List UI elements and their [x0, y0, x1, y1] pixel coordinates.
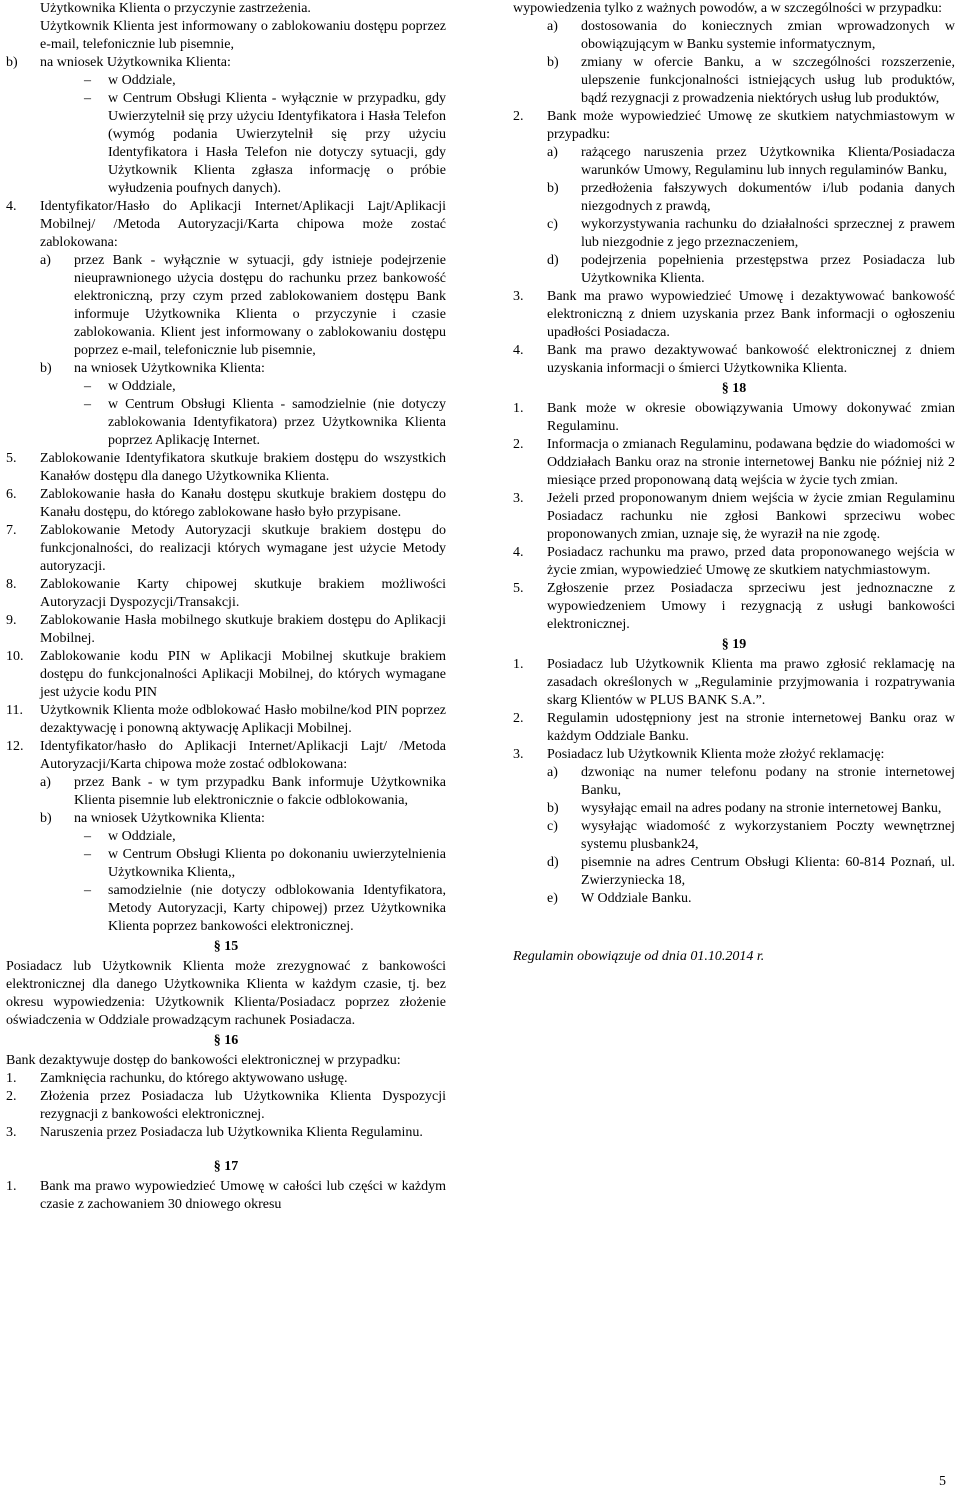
numbered-item: 8. Zablokowanie Karty chipowej skutkuje brakiem możliwości Autoryzacji Dyspozycji/Transakcji. — [6, 577, 446, 610]
numbered-item: 3. Posiadacz lub Użytkownik Klienta może złożyć reklamację: — [513, 747, 885, 762]
numbered-item: 7. Zablokowanie Metody Autoryzacji skutkuje brakiem dostępu do funkcjonalności, do realizacji których wymagane jest użycie Metody autoryzacji. — [6, 523, 446, 574]
dash-item: – w Oddziale, — [84, 73, 176, 88]
dash-item: – w Centrum Obsługi Klienta po dokonaniu uwierzytelnienia Użytkownika Klienta,, — [84, 847, 446, 880]
numbered-item: 10. Zablokowanie kodu PIN w Aplikacji Mobilnej skutkuje brakiem dostępu do funkcjonalności Aplikacji Mobilnej, do których wymagane jest użycie kodu PIN — [6, 649, 446, 700]
dash-item: – w Oddziale, — [84, 829, 176, 844]
list-item: a) dzwoniąc na numer telefonu podany na stronie internetowej Banku, — [547, 765, 955, 798]
list-item: b) na wniosek Użytkownika Klienta: — [40, 361, 265, 376]
spacer — [6, 1142, 446, 1156]
effective-date-note: Regulamin obowiązuje od dnia 01.10.2014 r. — [513, 949, 765, 964]
numbered-item: 11. Użytkownik Klienta może odblokować Hasło mobilne/kod PIN poprzez dezaktywację i ponowną aktywację Aplikacji Mobilnej. — [6, 703, 446, 736]
dash-item: – samodzielnie (nie dotyczy odblokowania Identyfikatora, Metody Autoryzacji, Karty chipowej) przez Użytkownika Klienta poprzez bankowości elektronicznej. — [84, 883, 446, 934]
left-column — [6, 0, 446, 1214]
numbered-item: 1. Bank ma prawo wypowiedzieć Umowę w całości lub części w każdym czasie z zachowaniem 30 dniowego okresu — [6, 1179, 446, 1212]
numbered-item: 1. Bank może w okresie obowiązywania Umowy dokonywać zmian Regulaminu. — [513, 401, 955, 434]
paragraph: Posiadacz lub Użytkownik Klienta może zrezygnować z bankowości elektronicznej dla danego Użytkownika Klienta w każdym czasie, tj. bez okresu wypowiedzenia: Użytkownik Klienta/Posiadacz poprzez złożenie oświadczenia w Oddziale prowadzącym rachunek Posiadacza. — [6, 959, 446, 1028]
paragraph: wypowiedzenia tylko z ważnych powodów, a w szczególności w przypadku: — [513, 1, 943, 16]
numbered-item: 1. Posiadacz lub Użytkownik Klienta ma prawo zgłosić reklamację na zasadach określonych w „Regulaminie przyjmowania i rozpatrywania skarg Klientów w PLUS BANK S.A.”. — [513, 657, 955, 708]
list-item: d) podejrzenia popełnienia przestępstwa przez Posiadacza lub Użytkownika Klienta. — [547, 253, 955, 286]
list-item: b) wysyłając email na adres podany na stronie internetowej Banku, — [547, 801, 942, 816]
dash-item: – w Centrum Obsługi Klienta - wyłącznie w przypadku, gdy Uwierzytelnił się przy użyciu Identyfikatora i Hasła Telefon (wymóg podania Uwierzytelnił się przy użyciu Identyfikatora i Hasła Telefon nie dotyczy sytuacji, gdy Użytkownik Klienta zgłasza informację o próbie wyłudzenia poufnych danych). — [84, 91, 446, 196]
list-item: c) wykorzystywania rachunku do działalności sprzecznej z prawem lub niezgodnie z jego przeznaczeniem, — [547, 217, 955, 250]
dash-item: – w Oddziale, — [84, 379, 176, 394]
right-column — [513, 0, 955, 966]
paragraph: Użytkownik Klienta jest informowany o zablokowaniu dostępu poprzez e-mail, telefonicznie lub pisemnie, — [40, 19, 446, 52]
paragraph: Użytkownika Klienta o przyczynie zastrzeżenia. — [40, 1, 311, 16]
numbered-item: 5. Zablokowanie Identyfikatora skutkuje brakiem dostępu do wszystkich Kanałów dostępu dla danego Użytkownika Klienta. — [6, 451, 446, 484]
section-heading: § 17 — [213, 1159, 239, 1174]
numbered-item: 5. Zgłoszenie przez Posiadacza sprzeciwu jest jednoznaczne z wypowiedzeniem Umowy i rezygnacją z usługi bankowości elektronicznej. — [513, 581, 955, 632]
numbered-item: 9. Zablokowanie Hasła mobilnego skutkuje brakiem dostępu do Aplikacji Mobilnej. — [6, 613, 446, 646]
numbered-item: 2. Złożenia przez Posiadacza lub Użytkownika Klienta Dyspozycji rezygnacji z bankowości elektronicznej. — [6, 1089, 446, 1122]
list-item: e) W Oddziale Banku. — [547, 891, 692, 906]
list-item: a) przez Bank - w tym przypadku Bank informuje Użytkownika Klienta pisemnie lub elektronicznie o fakcie odblokowania, — [40, 775, 446, 808]
paragraph: Bank dezaktywuje dostęp do bankowości elektronicznej w przypadku: — [6, 1053, 401, 1068]
numbered-item: 3. Bank ma prawo wypowiedzieć Umowę i dezaktywować bankowość elektroniczną z dniem uzyskania przez Bank informacji o ogłoszeniu upadłości Posiadacza. — [513, 289, 955, 340]
page-number: 5 — [939, 1474, 946, 1489]
numbered-item: 6. Zablokowanie hasła do Kanału dostępu skutkuje brakiem dostępu do Kanału dostępu, do którego zablokowane hasło było przypisane. — [6, 487, 446, 520]
section-heading: § 15 — [213, 939, 239, 954]
list-item: b) na wniosek Użytkownika Klienta: — [6, 55, 231, 70]
numbered-item: 2. Regulamin udostępniony jest na stronie internetowej Banku oraz w każdym Oddziale Banku. — [513, 711, 955, 744]
dash-item: – w Centrum Obsługi Klienta - samodzielnie (nie dotyczy zablokowania Identyfikatora) przez Użytkownika Klienta poprzez Aplikację Internet. — [84, 397, 446, 448]
numbered-item: 12. Identyfikator/hasło do Aplikacji Internet/Aplikacji Lajt/ /Metoda Autoryzacji/Karta chipowa może zostać odblokowana: — [6, 739, 446, 772]
list-item: b) zmiany w ofercie Banku, a w szczególności rozszerzenie, ulepszenie funkcjonalności istniejących usług lub produktów, bądź rezygnacji z prowadzenia niektórych usług lub produktów, — [547, 55, 955, 106]
section-heading: § 16 — [213, 1033, 239, 1048]
numbered-item: 4. Identyfikator/Hasło do Aplikacji Internet/Aplikacji Lajt/Aplikacji Mobilnej/ /Metoda Autoryzacji/Karta chipowa może zostać zablokowana: — [6, 199, 446, 250]
section-heading: § 19 — [721, 637, 747, 652]
list-item: b) na wniosek Użytkownika Klienta: — [40, 811, 265, 826]
list-item: a) dostosowania do koniecznych zmian wprowadzonych w obowiązującym w Banku systemie informatycznym, — [547, 19, 955, 52]
list-item: b) przedłożenia fałszywych dokumentów i/lub podania danych niezgodnych z prawdą, — [547, 181, 955, 214]
numbered-item: 2. Bank może wypowiedzieć Umowę ze skutkiem natychmiastowym w przypadku: — [513, 109, 955, 142]
list-item: a) przez Bank - wyłącznie w sytuacji, gdy istnieje podejrzenie nieuprawnionego użycia dostępu do rachunku przez bankowość elektroniczną, przy czym przed zablokowaniem dostępu Bank informuje Użytkownika Klienta o przyczynie i czasie zablokowania. Klient jest informowany o zablokowaniu dostępu poprzez e-mail, telefonicznie lub pisemnie, — [40, 253, 446, 358]
section-heading: § 18 — [721, 381, 747, 396]
numbered-item: 1. Zamknięcia rachunku, do którego aktywowano usługę. — [6, 1071, 348, 1086]
list-item: d) pisemnie na adres Centrum Obsługi Klienta: 60-814 Poznań, ul. Zwierzyniecka 18, — [547, 855, 955, 888]
numbered-item: 3. Naruszenia przez Posiadacza lub Użytkownika Klienta Regulaminu. — [6, 1125, 423, 1140]
numbered-item: 3. Jeżeli przed proponowanym dniem wejścia w życie zmian Regulaminu Posiadacz rachunku nie zgłosi Bankowi sprzeciwu wobec proponowanych zmian, uznaje się, że wyraził na nie zgodę. — [513, 491, 955, 542]
numbered-item: 4. Bank ma prawo dezaktywować bankowość elektronicznej z dniem uzyskania informacji o śmierci Użytkownika Klienta. — [513, 343, 955, 376]
list-item: a) rażącego naruszenia przez Użytkownika Klienta/Posiadacza warunków Umowy, Regulaminu lub innych regulaminów Banku, — [547, 145, 955, 178]
list-item: c) wysyłając wiadomość z wykorzystaniem Poczty wewnętrznej systemu plusbank24, — [547, 819, 955, 852]
numbered-item: 4. Posiadacz rachunku ma prawo, przed data proponowanego wejścia w życie zmian, wypowiedzieć Umowę ze skutkiem natychmiastowym. — [513, 545, 955, 578]
numbered-item: 2. Informacja o zmianach Regulaminu, podawana będzie do wiadomości w Oddziałach Banku oraz na stronie internetowej Banku nie później niż 2 miesiące przed proponowaną datą wejścia w życie tych zmian. — [513, 437, 955, 488]
